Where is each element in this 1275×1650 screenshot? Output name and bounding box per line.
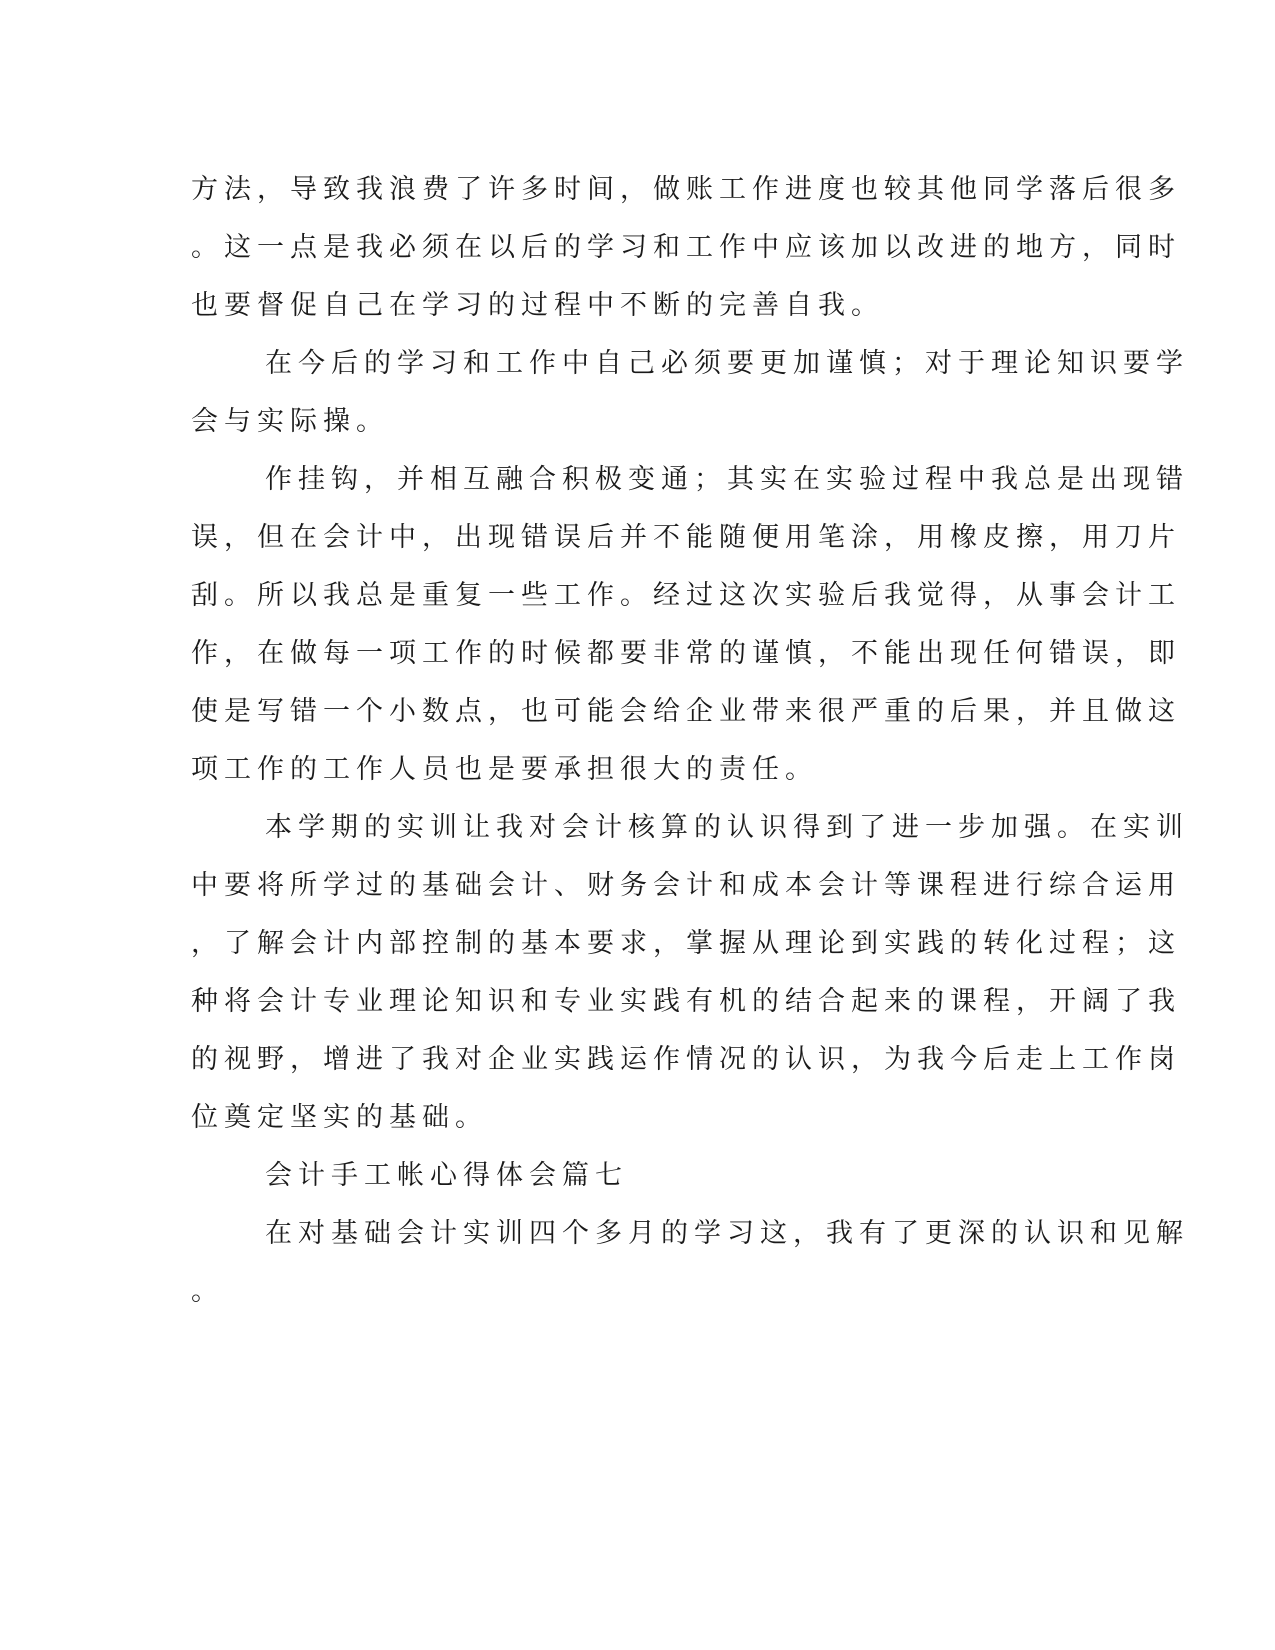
- text-line: 会与实际操。: [191, 406, 389, 437]
- paragraph-first-line: 在今后的学习和工作中自己必须要更加谨慎；对于理论知识要学: [265, 348, 1189, 379]
- text-line: 。: [191, 1276, 224, 1307]
- text-line: 种将会计专业理论知识和专业实践有机的结合起来的课程，开阔了我: [191, 986, 1181, 1017]
- text-line: 误，但在会计中，出现错误后并不能随便用笔涂，用橡皮擦，用刀片: [191, 522, 1181, 553]
- text-line: 项工作的工作人员也是要承担很大的责任。: [191, 754, 818, 785]
- text-line: 方法，导致我浪费了许多时间，做账工作进度也较其他同学落后很多: [191, 174, 1181, 205]
- text-line: 中要将所学过的基础会计、财务会计和成本会计等课程进行综合运用: [191, 870, 1181, 901]
- text-line: 也要督促自己在学习的过程中不断的完善自我。: [191, 290, 884, 321]
- text-line: ，了解会计内部控制的基本要求，掌握从理论到实践的转化过程；这: [191, 928, 1181, 959]
- paragraph-first-line: 本学期的实训让我对会计核算的认识得到了进一步加强。在实训: [265, 812, 1189, 843]
- text-line: 位奠定坚实的基础。: [191, 1102, 488, 1133]
- text-line: 的视野，增进了我对企业实践运作情况的认识，为我今后走上工作岗: [191, 1044, 1181, 1075]
- paragraph-first-line: 在对基础会计实训四个多月的学习这，我有了更深的认识和见解: [265, 1218, 1189, 1249]
- text-line: 使是写错一个小数点，也可能会给企业带来很严重的后果，并且做这: [191, 696, 1181, 727]
- text-line: 。这一点是我必须在以后的学习和工作中应该加以改进的地方，同时: [191, 232, 1181, 263]
- section-heading: 会计手工帐心得体会篇七: [265, 1160, 628, 1191]
- text-line: 刮。所以我总是重复一些工作。经过这次实验后我觉得，从事会计工: [191, 580, 1181, 611]
- paragraph-first-line: 作挂钩，并相互融合积极变通；其实在实验过程中我总是出现错: [265, 464, 1189, 495]
- text-line: 作，在做每一项工作的时候都要非常的谨慎，不能出现任何错误，即: [191, 638, 1181, 669]
